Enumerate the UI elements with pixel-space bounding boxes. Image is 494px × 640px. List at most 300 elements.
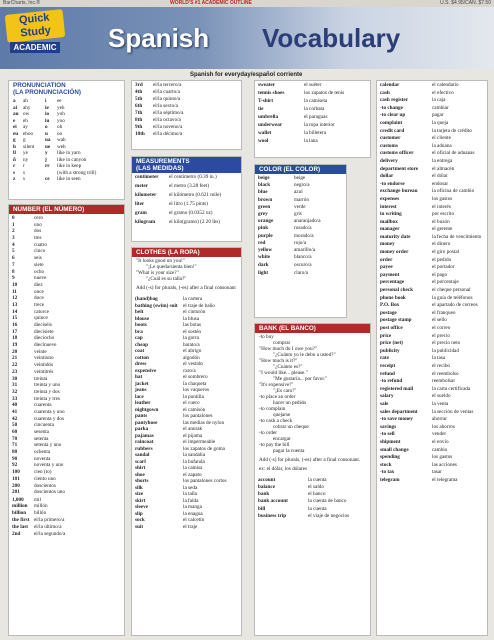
clothes-phrase [136, 291, 237, 294]
measure-en: meter [135, 183, 148, 189]
number-digit: 6 [12, 255, 15, 262]
commerce-en: dollar [380, 173, 394, 180]
commerce-es: los gastos [432, 454, 453, 461]
clothes-es: la blusa [183, 315, 199, 322]
pronunciation-sound: silent [23, 143, 35, 150]
number-digit: 71 [12, 442, 18, 449]
clothes-table [132, 295, 241, 531]
number-digit: 100 [12, 469, 20, 476]
clothes-en: skirt [135, 497, 146, 504]
number-word: treinta y uno [34, 382, 61, 389]
pronunciation-letter [45, 170, 57, 176]
clothes-en: tie [258, 106, 264, 112]
bank-phrase: "Me gustaría... por favor." [273, 376, 328, 382]
number-digit: 4 [12, 241, 15, 248]
measurements-title: MEASUREMENTS [136, 158, 190, 165]
bank-es: el viaje de negocios [308, 513, 350, 519]
commerce-en: savings [380, 423, 397, 430]
clothes-en: belt [135, 309, 144, 315]
clothes-continued-table [255, 81, 370, 145]
header-banner [0, 7, 494, 69]
clothes-es: la corbata [304, 106, 325, 112]
color-en: white [258, 254, 271, 261]
pronunciation-sound: s [23, 169, 26, 176]
pronunciation-sound: g [23, 137, 26, 143]
bank-en: bank account [258, 498, 288, 504]
clothes-en: pantyhose [135, 419, 158, 426]
ordinal-es: el/la décimo/a [153, 131, 183, 137]
clothes-es: algodón [183, 354, 200, 361]
commerce-en: rate [380, 355, 389, 362]
commerce-es: la tarjeta de crédito [432, 127, 472, 134]
bank-phrase: -to pay the bill [259, 442, 290, 448]
commerce-en: customer [380, 135, 401, 142]
ordinal-es: el/la noveno/a [153, 124, 183, 130]
number-word: dos [34, 228, 42, 235]
commerce-en: in writing [380, 211, 402, 218]
pronunciation-sound: s [23, 176, 26, 182]
quickstudy-logo [6, 12, 64, 56]
color-en: yellow [258, 246, 273, 253]
commerce-en: refund [380, 370, 395, 377]
number-word: el/la primero/a [34, 517, 65, 524]
number-digit: 16 [12, 322, 18, 328]
clothes-phrases [132, 257, 241, 295]
commerce-es: el reembolso [432, 370, 459, 377]
color-es: gris [294, 210, 302, 217]
commerce-es: el cheque personal [432, 287, 471, 294]
pronunciation-sound: like in keep [57, 163, 82, 169]
pronunciation-sound: wah [57, 137, 66, 143]
color-en: brown [258, 196, 273, 203]
number-digit: 3 [12, 235, 15, 242]
number-word: diecisiete [34, 328, 54, 335]
clothes-en: bra [135, 328, 143, 335]
clothes-es: la talla [183, 491, 197, 497]
pronunciation-sound: r [23, 163, 25, 169]
clothes-es: la billetera [304, 130, 327, 136]
measure-es: el metro (3.28 feet) [169, 183, 210, 189]
number-word: once [34, 288, 44, 295]
commerce-en: -to save money [380, 416, 413, 423]
number-word: el/la último/a [34, 524, 62, 530]
bank-box [254, 323, 371, 636]
number-digit: million [12, 503, 28, 510]
commerce-es: el buzón [432, 218, 450, 225]
clothes-en: silk [135, 484, 143, 491]
commerce-en: manager [380, 226, 400, 233]
commerce-en: credit card [380, 127, 405, 134]
clothes-en: shoe [135, 471, 145, 478]
bank-phrases [255, 333, 370, 476]
commerce-es: la caja [432, 97, 446, 104]
commerce-es: el sello [432, 317, 447, 324]
number-word: cuatro [34, 241, 47, 248]
pronunciation-letter: y [45, 150, 48, 156]
pronunciation-sound: ow [23, 111, 30, 117]
clothes-es: el calcetín [183, 517, 205, 523]
measure-en: kilometer [135, 192, 157, 198]
commerce-box [376, 80, 488, 636]
bank-es: el saldo [308, 484, 324, 490]
number-digit: 92 [12, 462, 18, 469]
number-digit: 18 [12, 335, 18, 342]
bank-phrase: -to cash a check [259, 418, 293, 424]
color-en: black [258, 182, 271, 189]
measure-en: gram [135, 210, 147, 216]
clothes-en: cheap [135, 341, 148, 348]
number-digit: 9 [12, 275, 15, 282]
clothes-en: suit [135, 523, 144, 530]
commerce-en: cash register [380, 97, 408, 104]
pronunciation-sound: ny [23, 156, 29, 163]
commerce-es: el correo [432, 325, 451, 331]
clothes-es: el sombrero [183, 374, 208, 380]
number-digit: 8 [12, 268, 15, 275]
number-digit: 20 [12, 348, 18, 355]
commerce-en: registered mail [380, 385, 414, 392]
number-word: cien (to) [34, 469, 52, 476]
color-es: blanco/a [294, 254, 312, 261]
commerce-es: por escrito [432, 211, 455, 218]
pronunciation-letter: e [13, 117, 16, 124]
number-word: siete [34, 261, 44, 268]
commerce-es: el sueldo [432, 393, 451, 400]
clothes-en: rubbers [135, 445, 153, 452]
clothes-en: shirt [135, 465, 146, 471]
pronunciation-letter: ei [13, 124, 17, 130]
color-es: rojo/a [294, 239, 307, 246]
number-word: treinta y dos [34, 388, 60, 395]
bank-phrase [259, 472, 366, 475]
pronunciation-sound: (with a strong trill) [57, 169, 97, 176]
pronunciation-letter: s [13, 169, 16, 176]
color-en: orange [258, 218, 274, 225]
series-tagline: WORLD'S #1 ACADEMIC OUTLINE [170, 0, 252, 6]
commerce-en: publicity [380, 347, 400, 354]
number-word: cuarenta [34, 402, 52, 409]
ordinal-es: el/la sexto/a [153, 103, 178, 109]
bank-phrase: "¡Es caro!" [273, 388, 297, 394]
clothes-es: el camisón [183, 406, 206, 413]
pronunciation-letter: z [13, 176, 16, 182]
pronunciation-sound: like in seen [57, 176, 81, 182]
top-bar [0, 0, 494, 7]
commerce-en: stock [380, 461, 392, 468]
number-word: el/la segundo/a [34, 530, 66, 537]
number-word: setenta [34, 435, 49, 442]
clothes-en: lace [135, 393, 144, 400]
bank-phrase: hacer un pedido [273, 400, 307, 406]
number-word: cinco [34, 248, 46, 255]
color-en: dark [258, 262, 269, 269]
publisher: BarCharts, Inc.® [3, 0, 41, 6]
title-vocabulary: Vocabulary [262, 23, 401, 53]
pronunciation-letter: u [45, 130, 48, 137]
clothes-es: la gorra [183, 335, 199, 341]
pronunciation-sound: ah [23, 98, 28, 104]
commerce-es: el precio neto [432, 340, 461, 347]
ordinal-en: 3rd [135, 82, 143, 88]
commerce-en: small change [380, 446, 409, 453]
pronunciation-sound: weh [57, 143, 66, 150]
measurements-header [132, 157, 241, 173]
color-es: anaranjado/a [294, 218, 321, 225]
commerce-es: cambiar [432, 104, 449, 111]
clothes-es: la manga [183, 504, 202, 510]
commerce-es: el envío [432, 438, 449, 445]
clothes-en: leather [135, 400, 151, 406]
commerce-en: postage [380, 309, 397, 316]
commerce-en: spending [380, 454, 400, 461]
clothes-en: pants [135, 413, 148, 419]
pronunciation-letter: a [13, 98, 16, 104]
clothes-en: hat [135, 374, 143, 380]
commerce-es: cambio [432, 446, 448, 453]
clothes-phrase: "It looks good on you!" [136, 258, 185, 264]
measure-en: liter [135, 201, 145, 207]
commerce-en: personal check [380, 287, 413, 294]
pronunciation-letter: ce [45, 176, 50, 182]
number-word: noventa [34, 455, 51, 462]
measure-es: el kilómetro (0.621 mile) [169, 192, 222, 198]
clothes-es: el cinturón [183, 309, 206, 315]
pronunciation-letter: eu [13, 130, 19, 137]
clothes-es: la camisa [183, 465, 203, 471]
clothes-es: los pantalones [183, 413, 213, 419]
commerce-en: money order [380, 249, 409, 256]
clothes-es: la enagua [183, 510, 203, 517]
pronunciation-letter: io [45, 111, 50, 117]
measurements-table [132, 173, 241, 226]
color-es: oscuro/a [294, 262, 312, 269]
number-word: ochenta [34, 449, 51, 456]
bank-phrase: "How much do I owe you?" [259, 346, 317, 352]
commerce-es: vender [432, 431, 447, 438]
number-word: veintiuno [34, 355, 54, 362]
clothes-es: la seda [183, 484, 198, 491]
clothes-en: T-shirt [258, 98, 274, 104]
commerce-en: expenses [380, 195, 400, 202]
number-digit: 15 [12, 315, 18, 322]
pronunciation-table [9, 97, 124, 183]
commerce-es: reembolsar [432, 378, 456, 385]
commerce-en: receipt [380, 362, 396, 369]
commerce-en: -to change [380, 104, 403, 111]
commerce-en: cash [380, 89, 390, 96]
commerce-es: el calendario [432, 82, 459, 88]
number-digit: the last [12, 524, 28, 530]
commerce-es: el dinero [432, 241, 451, 248]
ordinal-es: el/la octavo/a [153, 117, 181, 123]
color-en: purple [258, 232, 273, 239]
clothes-es: la puntilla [183, 393, 204, 400]
pronunciation-box [8, 80, 125, 200]
commerce-es: la carta certificada [432, 385, 471, 392]
number-header: NUMBER (EL NÚMERO) [9, 205, 124, 214]
bank-phrase: "How much is it?" [259, 358, 298, 364]
measure-en: kilogram [135, 219, 156, 225]
clothes-es: el cuero [183, 400, 200, 406]
number-digit: 22 [12, 362, 18, 369]
clothes-en: pajamas [135, 432, 154, 439]
pronunciation-sound: yoh [57, 111, 65, 117]
commerce-en: post office [380, 325, 403, 331]
number-word: cincuenta [34, 422, 54, 429]
pronunciation-sound: like in canyon [57, 156, 87, 163]
number-word: uno [34, 221, 42, 228]
clothes-en: shorts [135, 478, 149, 484]
number-digit: 33 [12, 395, 18, 402]
number-digit: 50 [12, 422, 18, 429]
number-word: treinta [34, 375, 48, 382]
number-digit: 80 [12, 449, 18, 456]
color-es: rosado/a [294, 225, 312, 232]
color-es: beige [294, 175, 306, 181]
commerce-en: shipment [380, 438, 401, 445]
clothes-en: jacket [135, 380, 149, 387]
clothes-phrase: "¡Le queda/sienta bien!" [146, 264, 197, 270]
clothes-en: sandal [135, 452, 150, 458]
commerce-es: el giro postal [432, 249, 460, 256]
commerce-es: el cliente [432, 135, 451, 142]
commerce-en: payment [380, 271, 400, 278]
pronunciation-letter: j [45, 156, 47, 163]
ordinal-es: el/la séptimo/a [153, 110, 184, 116]
clothes-es: el impermeable [183, 439, 216, 445]
commerce-es: los gastos [432, 195, 453, 202]
pronunciation-sound: oo [57, 130, 63, 137]
clothes-es: el sostén [183, 328, 202, 335]
clothes-en: nightgown [135, 406, 159, 413]
pronunciation-letter: au [13, 111, 19, 117]
commerce-en: sale [380, 400, 389, 407]
logo-badge [5, 9, 66, 43]
commerce-en: -to tax [380, 469, 395, 476]
commerce-es: la publicidad [432, 347, 459, 354]
color-en: red [258, 239, 266, 246]
pronunciation-letter: ua [45, 137, 51, 143]
number-digit: 60 [12, 429, 18, 435]
number-digit: 13 [12, 301, 18, 308]
commerce-es: el apartado de correos [432, 302, 478, 309]
clothes-en: jeans [135, 387, 147, 393]
commerce-en: complaint [380, 119, 403, 126]
clothes-en: (hand)bag [135, 296, 158, 302]
clothes-en: bathing (swim) suit [135, 302, 178, 309]
clothes-en: umbrella [258, 114, 279, 120]
pronunciation-letter: ll [13, 150, 16, 156]
clothes-en: underwear [258, 122, 283, 128]
commerce-en: delivery [380, 157, 398, 164]
clothes-es: la chaqueta [183, 380, 207, 387]
number-word: trece [34, 301, 45, 308]
commerce-es: el efectivo [432, 89, 454, 96]
number-word: mil [34, 496, 41, 503]
commerce-en: mailbox [380, 218, 398, 225]
ordinal-es: el/la quinto/a [153, 96, 181, 102]
clothes-en: boots [135, 322, 147, 328]
clothes-phrase: "¿Cuál es su talla?" [146, 276, 187, 282]
clothes-phrase: "What is your size?" [136, 270, 179, 276]
number-digit: 40 [12, 402, 18, 409]
clothes-es: la lana [304, 138, 318, 144]
commerce-es: ahorrar [432, 416, 447, 423]
number-digit: 70 [12, 435, 18, 442]
number-word: millón [34, 503, 48, 510]
bank-table [255, 476, 370, 520]
clothes-es: la sandalia [183, 452, 206, 458]
commerce-en: customs officer [380, 150, 414, 157]
pronunciation-sound: oh [57, 124, 63, 130]
price: U.S. $4.95/CAN. $7.50 [440, 0, 491, 6]
number-word: veintidós [34, 362, 54, 369]
number-digit: the first [12, 517, 30, 524]
commerce-en: customs [380, 142, 398, 149]
clothes-en: sleeve [135, 504, 148, 510]
number-digit: 7 [12, 261, 15, 268]
clothes-es: los zapatos de tenis [304, 90, 345, 96]
clothes-en: blouse [135, 315, 150, 322]
pronunciation-letter: iu [45, 117, 50, 124]
commerce-en: percentage [380, 279, 405, 286]
color-es: azul [294, 189, 303, 196]
number-digit: 14 [12, 308, 18, 315]
ordinals-table [132, 81, 241, 138]
commerce-en: interest [380, 203, 397, 210]
number-word: noventa y uno [34, 462, 64, 469]
number-digit: 1,000 [12, 496, 24, 503]
clothes-en: size [135, 491, 144, 497]
clothes-es: la ropa interior [304, 122, 335, 128]
commerce-en: -to clear up [380, 112, 406, 119]
number-digit: 0 [12, 215, 15, 221]
number-word: doscientos uno [34, 489, 65, 496]
logo-line1: Quick [18, 11, 51, 27]
pronunciation-sound: ahy [23, 104, 31, 111]
clothes-en: wool [258, 138, 269, 144]
number-digit: 12 [12, 295, 18, 302]
number-word: setenta y uno [34, 442, 62, 449]
clothes-en: cap [135, 335, 143, 341]
number-digit: 32 [12, 388, 18, 395]
color-header: COLOR (EL COLOR) [255, 165, 346, 174]
bank-phrase: -to complain [259, 406, 286, 412]
ordinal-en: 10th [135, 131, 145, 137]
clothes-es: la bufanda [183, 458, 205, 465]
commerce-es: tasar [432, 469, 442, 476]
bank-header: BANK (EL BANCO) [255, 324, 370, 333]
ordinal-en: 6th [135, 103, 143, 109]
commerce-es: el interés [432, 203, 451, 210]
commerce-en: phone book [380, 294, 406, 301]
bank-en: bill [258, 506, 266, 512]
commerce-es: la venta [432, 400, 449, 407]
number-digit: billion [12, 509, 27, 516]
bank-phrase: "¿Cuánto yo le debo a usted?" [273, 352, 336, 358]
commerce-en: money [380, 241, 395, 248]
color-es: verde [294, 203, 306, 210]
clothes-en: parka [135, 426, 149, 432]
number-word: diecinueve [34, 342, 57, 349]
color-es: negro/a [294, 182, 310, 189]
commerce-es: los ahorros [432, 423, 455, 430]
commerce-es: la aduana [432, 142, 452, 149]
ordinals-box [131, 80, 242, 150]
measure-es: el litro (1.75 pints) [169, 201, 208, 207]
number-word: doce [34, 295, 44, 302]
commerce-en: -to sell [380, 431, 395, 438]
